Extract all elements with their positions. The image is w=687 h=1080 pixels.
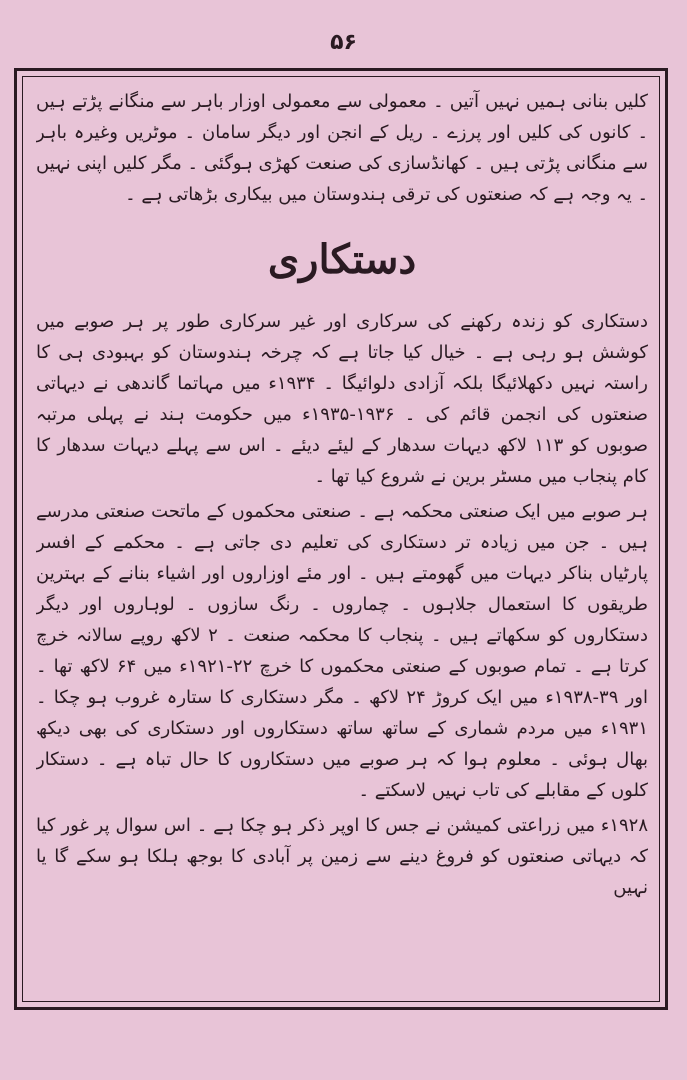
paragraph-agriculture-commission: ۱۹۲۸ء میں زراعتی کمیشن نے جس کا اوپر ذکر ہو چکا ہے ۔ اس سوال پر غور کیا کہ دیہاتی صنعتوں کو فروغ دینے سے زمین پر آبادی کا بوجھ ہلکا ہو سکے گا یا نہیں	[36, 815, 648, 898]
paragraph-handicraft-efforts: دستکاری کو زندہ رکھنے کی سرکاری اور غیر سرکاری طور پر ہر صوبے میں کوشش ہو رہی ہے ۔ خیال کیا جاتا ہے کہ چرخہ ہندوستان کو بہبودی ہی کا راستہ نہیں دکھلائیگا بلکہ آزادی دلوائیگا ۔ ۱۹۳۴ء میں مہاتما گاندھی نے دیہاتی صنعتوں کی انجمن قائم کی ۔ ۱۹۳۶-۱۹۳۵ء میں حکومت ہند نے پہلی مرتبہ صوبوں کو ۱۱۳ لاکھ دیہات سدھار کے لیئے دیئے ۔ اس سے پہلے دیہات سدھار کا کام پنجاب میں مسٹر برین نے شروع کیا تھا ۔	[36, 311, 648, 487]
paragraph-intro: کلیں بنانی ہمیں نہیں آتیں ۔ معمولی سے معمولی اوزار باہر سے منگانے پڑتے ہیں ۔ کانوں کی کلیں اور پرزے ۔ ریل کے انجن اور دیگر سامان ۔ موٹریں وغیرہ باہر سے منگانی پڑتی ہیں ۔ کھانڈسازی کی صنعت کھڑی ہوگئی ۔ مگر کلیں اپنی نہیں ۔ یہ وجہ ہے کہ صنعتوں کی ترقی ہندوستان میں بیکاری بڑھاتی ہے ۔	[36, 91, 648, 205]
page-body	[36, 86, 648, 994]
page-number: ۵۶	[330, 30, 357, 55]
section-heading: دستکاری	[267, 236, 417, 283]
paragraph-industry-department: ہر صوبے میں ایک صنعتی محکمہ ہے ۔ صنعتی محکموں کے ماتحت صنعتی مدرسے ہیں ۔ جن میں زیادہ تر دستکاری کی تعلیم دی جاتی ہے ۔ محکمے کے افسر پارٹیاں بناکر دیہات میں گھومتے ہیں ۔ اور مئے اوزاروں اور اشیاء بنانے کے بہترین طریقوں کا استعمال جلاہوں ۔ چماروں ۔ رنگ سازوں ۔ لوہاروں اور دیگر دستکاروں کو سکھاتے ہیں ۔ پنجاب کا محکمہ صنعت ۔ ۲ لاکھ روپے سالانہ خرچ کرتا ہے ۔ تمام صوبوں کے صنعتی محکموں کا خرچ ۲۲-۱۹۲۱ء میں ۶۴ لاکھ تھا ۔ اور ۳۹-۱۹۳۸ء میں ایک کروڑ ۲۴ لاکھ ۔ مگر دستکاری کا ستارہ غروب ہو چکا ۔ ۱۹۳۱ء میں مردم شماری کے ساتھ ساتھ دستکاروں اور دستکاری کی بھی دیکھ بھال ہوئی ۔ معلوم ہوا کہ ہر صوبے میں دستکاروں کا حال تباہ ہے ۔ دستکار کلوں کے مقابلے کی تاب نہیں لاسکتے ۔	[36, 501, 648, 801]
